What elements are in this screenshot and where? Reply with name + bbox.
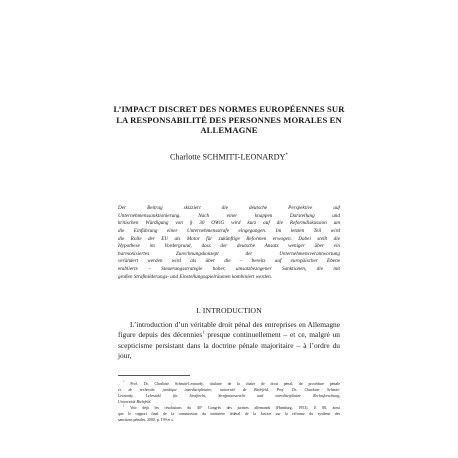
abstract-line: etablierte – Steuerungsstrategie hoher, umsatzbezogener Sanktionen, die mit — [118, 266, 340, 273]
body-line — [118, 330, 340, 340]
title-line-1: L’IMPACT DISCRET DES NORMES EUROPÉENNES SUR — [113, 104, 345, 114]
abstract-line: kritischen Würdigung von § 30 OWiG wird kurz auf die Reformdiskussion um — [118, 220, 340, 227]
abstract-line: Hypothese im Vordergrund, dass der deutsche Ansatz weniger über ein — [118, 243, 340, 250]
abstract-line: Der Beitrag skizziert die deutsche Perspektive auf — [118, 205, 340, 211]
section-heading: I. INTRODUCTION — [196, 306, 262, 315]
abstract — [118, 205, 340, 281]
abstract-line: Unternehmenssanktionierung. Nach einer knappen Darstellung und — [118, 212, 340, 219]
footnote-line: Universität Bielefeld. — [118, 400, 152, 404]
body-line-text: figure depuis des décennies — [118, 330, 203, 340]
footnote-marker: * — [123, 379, 125, 384]
footnote-line: Leonardy, Lehrstuhl für Strafrecht, Strafprozessrecht und interdisziplinäre Rechtsforschung, — [118, 394, 340, 398]
title-line-2: LA RESPONSABILITÉ DES PERSONNES MORALES EN — [116, 114, 342, 125]
footnote-text: Prof. Dr. Charlotte Schmitt-Leonardy, titulaire de la chaire de droit pénal, de procédure pénale — [130, 382, 340, 386]
abstract-line: verändert werden wird als über die – bereits auf europäischer Ebene — [118, 258, 340, 265]
footnotes — [118, 381, 340, 423]
body-text — [118, 320, 340, 360]
abstract-line: die Rolle der EU als Motor für zukünftige Reformen erwogen. Dabei stellt die — [118, 235, 340, 242]
footnote-text: Voir déjà les résolutions du 40° Congrès des juristes allemands (Hamburg, 1953), E 88, ainsi — [130, 406, 341, 410]
abstract-line: großen Strafmilderungs- und Einstellungsspielräumen kombiniert werden. — [118, 273, 273, 280]
footnote-line: et de recherche juridique interdisciplinaire, université de Bielefeld. Prof. Dr. Charlotte Schmitt- — [118, 388, 340, 392]
author-name: Charlotte SCHMITT-LEONARDY — [170, 152, 286, 162]
author-byline — [100, 151, 358, 163]
footnote-line: sanctions pénales, 2000, p. 199 et s. — [118, 418, 174, 422]
abstract-line: die Einführung einer Unternehmensstrafe eingegangen. Im letzten Teil wird — [118, 227, 340, 234]
footnote-marker: 1 — [123, 403, 125, 408]
paper-title — [100, 104, 358, 136]
body-line: L’introduction d’un véritable droit pénal des entreprises en Allemagne — [130, 320, 340, 329]
footnote-ref-marker[interactable]: 1 — [202, 329, 205, 335]
footnote-line: que le rapport final de la commission du ministère fédéral de la Justice sur la réforme du système des — [118, 412, 340, 416]
footnote-separator — [118, 375, 190, 376]
title-line-3: ALLEMAGNE — [200, 125, 258, 135]
body-line: scepticisme persistant dans la doctrine pénale majoritaire – à l’ordre du jour, — [118, 340, 340, 360]
body-line-text: presque continuellement – et ce, malgré un — [204, 330, 340, 340]
author-footnote-marker: * — [285, 153, 288, 158]
abstract-line: harmonisiertes Zurechnungskonzept der Unternehmensverantwortung — [118, 250, 340, 257]
